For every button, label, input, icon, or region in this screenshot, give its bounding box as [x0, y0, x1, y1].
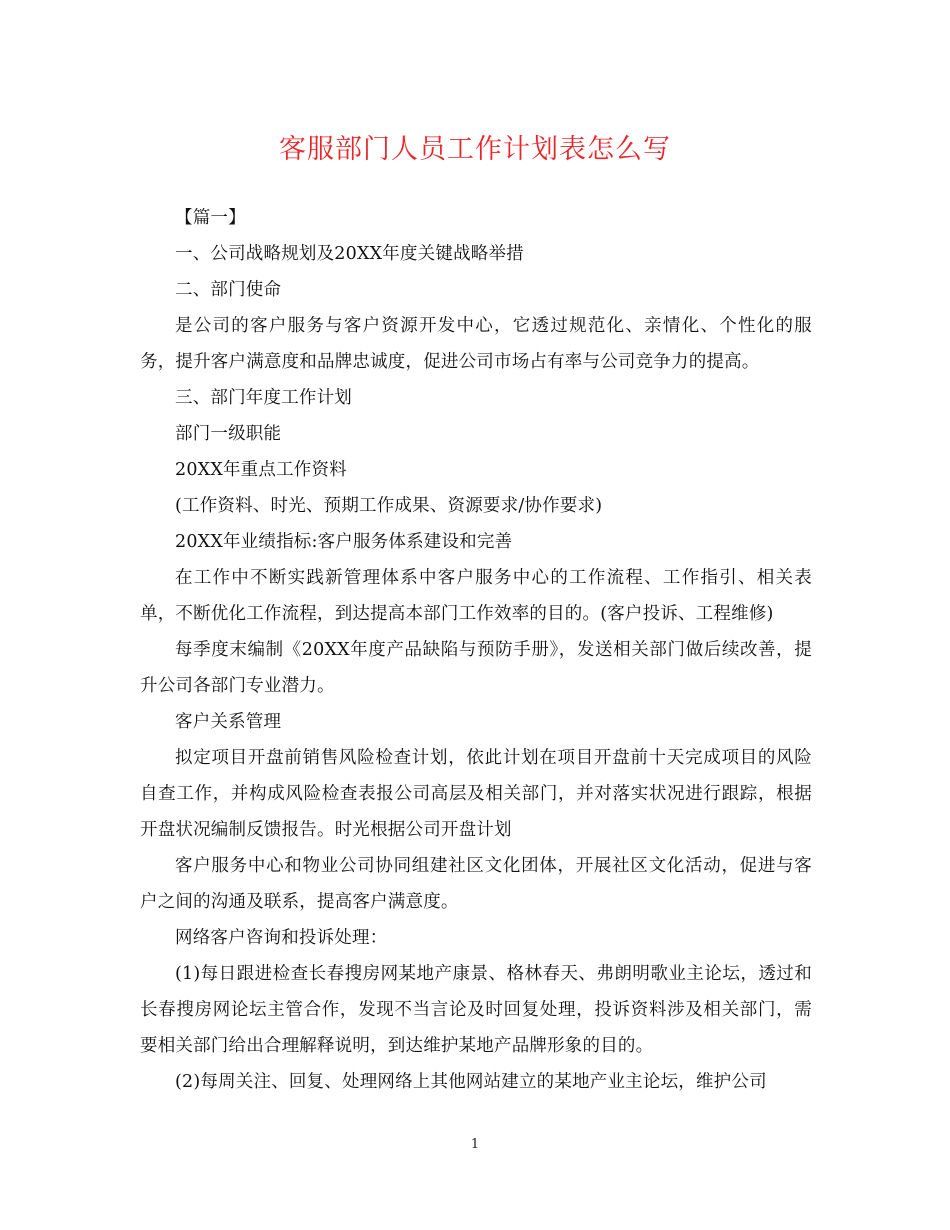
paragraph-primary-function: 部门一级职能 — [175, 424, 282, 444]
paragraph-quarterly-manual: 每季度末编制《20XX年度产品缺陷与预防手册》，发送相关部门做后续改善，提升公司各部门专业潜力。 — [140, 640, 812, 696]
paragraph-weekly-forum-check: (2)每周关注、回复、处理网络上其他网站建立的某地产业主论坛，维护公司 — [175, 1072, 767, 1092]
paragraph-risk-check: 拟定项目开盘前销售风险检查计划，依此计划在项目开盘前十天完成项目的风险自查工作，并构成风险检查表报公司高层及相关部门，并对落实状况进行跟踪，根据开盘状况编制反馈报告。时光根据公司开盘计划 — [140, 748, 812, 840]
page-title: 客服部门人员工作计划表怎么写 — [279, 134, 671, 165]
paragraph-performance-indicator: 20XX年业绩指标:客户服务体系建设和完善 — [175, 532, 513, 552]
paragraph-online-inquiry-heading: 网络客户咨询和投诉处理： — [175, 928, 388, 948]
paragraph-community-culture: 客户服务中心和物业公司协同组建社区文化团体，开展社区文化活动，促进与客户之间的沟通及联系，提高客户满意度。 — [140, 856, 812, 912]
paragraph-workflow-text: 在工作中不断实践新管理体系中客户服务中心的工作流程、工作指引、相关表单，不断优化工作流程，到达提高本部门工作效率的目的。(客户投诉、工程维修) — [140, 568, 812, 624]
paragraph-customer-relations-heading: 客户关系管理 — [175, 712, 282, 732]
paragraph-work-columns: (工作资料、时光、预期工作成果、资源要求/协作要求) — [175, 496, 603, 516]
document-body — [140, 200, 812, 1100]
paragraph-annual-plan-heading: 三、部门年度工作计划 — [175, 388, 352, 408]
paragraph-mission-text: 是公司的客户服务与客户资源开发中心，它透过规范化、亲情化、个性化的服务，提升客户满意度和品牌忠诚度，促进公司市场占有率与公司竞争力的提高。 — [140, 316, 812, 372]
paragraph-key-work: 20XX年重点工作资料 — [175, 460, 347, 480]
page-number: 1 — [470, 1137, 480, 1152]
paragraph-strategy-heading: 一、公司战略规划及20XX年度关键战略举措 — [175, 244, 524, 264]
paragraph-daily-forum-check: (1)每日跟进检查长春搜房网某地产康景、格林春天、弗朗明歌业主论坛，透过和长春搜房网论坛主管合作，发现不当言论及时回复处理，投诉资料涉及相关部门，需要相关部门给出合理解释说明，到达维护某地产品牌形象的目的。 — [140, 964, 812, 1056]
paragraph-section-heading: 【篇一】 — [175, 208, 246, 228]
paragraph-mission-heading: 二、部门使命 — [175, 280, 282, 300]
